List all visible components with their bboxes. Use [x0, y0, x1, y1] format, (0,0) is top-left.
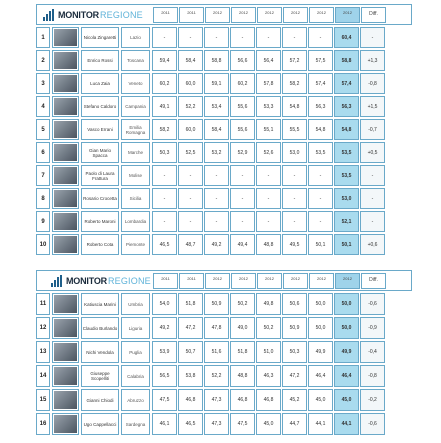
region-name: Lazio — [121, 27, 150, 48]
portrait-image — [54, 367, 77, 385]
ranking-header-1 — [36, 4, 412, 25]
rating-value: 51,6 — [204, 341, 229, 363]
rating-value: - — [178, 27, 203, 48]
rating-value: 58,4 — [178, 50, 203, 71]
governor-photo — [52, 96, 79, 117]
region-name: Calabria — [121, 365, 150, 387]
rating-value: - — [256, 27, 281, 48]
rank-number: 8 — [36, 188, 50, 209]
rating-value: 52,2 — [178, 96, 203, 117]
rating-value: 55,6 — [230, 119, 255, 140]
rating-value: - — [152, 211, 177, 232]
portrait-image — [54, 75, 77, 92]
rating-value: 53,8 — [178, 365, 203, 387]
rating-latest: 57,4 — [334, 73, 359, 94]
rating-value: 45,0 — [308, 389, 333, 411]
rating-value: 53,4 — [204, 96, 229, 117]
month-header-cell: 2011 — [179, 7, 204, 23]
month-header-cell: 2012 — [283, 7, 308, 23]
rank-number: 12 — [36, 317, 50, 339]
bar-chart-icon — [51, 275, 63, 287]
ranking-row — [36, 210, 412, 233]
governor-photo — [52, 234, 79, 255]
governor-name: Nichi Vendola — [81, 341, 119, 363]
month-header-cell: 2012 — [257, 7, 282, 23]
region-name: Piemonte — [121, 234, 150, 255]
portrait-image — [54, 167, 77, 184]
rating-value: 44,7 — [282, 413, 307, 435]
portrait-image — [54, 236, 77, 253]
rating-value: - — [204, 211, 229, 232]
rating-latest: 44,1 — [334, 413, 359, 435]
rating-value: 51,8 — [178, 293, 203, 315]
rating-value: 55,5 — [282, 119, 307, 140]
region-name: Marche — [121, 142, 150, 163]
ranking-row — [36, 141, 412, 164]
rating-value: - — [178, 211, 203, 232]
ranking-row — [36, 49, 412, 72]
region-name: Liguria — [121, 317, 150, 339]
governor-photo — [52, 317, 79, 339]
diff-header-cell: Diff. — [361, 273, 386, 289]
rank-number: 16 — [36, 413, 50, 435]
brand-region: REGIONE — [107, 276, 151, 286]
month-header-cell: 2012 — [205, 7, 230, 23]
ranking-panel-1 — [36, 4, 412, 258]
rating-value: 60,0 — [178, 73, 203, 94]
rating-value: - — [230, 188, 255, 209]
governor-name: Stefano Caldoro — [81, 96, 119, 117]
rating-value: 46,3 — [256, 365, 281, 387]
rating-diff: - — [360, 165, 385, 186]
rating-value: 52,2 — [204, 365, 229, 387]
bar-chart-icon — [43, 9, 55, 21]
rating-value: 53,5 — [308, 142, 333, 163]
rating-value: 50,2 — [256, 317, 281, 339]
ranking-row — [36, 340, 412, 364]
rating-value: - — [230, 165, 255, 186]
rating-value: 53,0 — [282, 142, 307, 163]
rating-value: - — [282, 188, 307, 209]
rating-latest: 53,5 — [334, 165, 359, 186]
rating-diff: -0,6 — [360, 293, 385, 315]
rating-value: - — [230, 27, 255, 48]
ranking-row — [36, 72, 412, 95]
month-header-cell: 2011 — [153, 273, 178, 289]
rating-value: 46,4 — [308, 365, 333, 387]
rating-latest: 60,4 — [334, 27, 359, 48]
rating-value: 46,8 — [256, 389, 281, 411]
rating-value: 47,5 — [152, 389, 177, 411]
brand-region: REGIONE — [99, 10, 143, 20]
governor-name: Enrico Rossi — [81, 50, 119, 71]
brand-name: MONITOR — [58, 10, 99, 20]
governor-name: Claudio Burlando — [81, 317, 119, 339]
region-name: Lombardia — [121, 211, 150, 232]
governor-photo — [52, 27, 79, 48]
ranking-row — [36, 95, 412, 118]
ranking-panel-2 — [36, 270, 412, 438]
portrait-image — [54, 190, 77, 207]
rating-latest: 58,8 — [334, 50, 359, 71]
governor-photo — [52, 341, 79, 363]
governor-name: Roberto Cota — [81, 234, 119, 255]
governor-name: Giuseppe Scopelliti — [81, 365, 119, 387]
rank-number: 11 — [36, 293, 50, 315]
rating-diff: -0,9 — [360, 317, 385, 339]
rating-value: 45,0 — [256, 413, 281, 435]
rating-value: 57,2 — [282, 50, 307, 71]
rating-value: 48,8 — [256, 234, 281, 255]
rating-value: 50,3 — [152, 142, 177, 163]
rating-value: 54,8 — [282, 96, 307, 117]
rating-value: - — [282, 165, 307, 186]
rating-diff: -0,7 — [360, 119, 385, 140]
rating-latest: 53,0 — [334, 188, 359, 209]
ranking-row — [36, 164, 412, 187]
rating-value: 49,1 — [152, 96, 177, 117]
rating-value: 46,1 — [152, 413, 177, 435]
month-header-cell: 2011 — [179, 273, 204, 289]
rating-value: 46,8 — [230, 389, 255, 411]
region-name: Emilia Romagna — [121, 119, 150, 140]
governor-name: Ugo Cappellacci — [81, 413, 119, 435]
rating-value: 46,5 — [178, 413, 203, 435]
governor-photo — [52, 50, 79, 71]
rating-value: - — [152, 188, 177, 209]
rating-value: 51,8 — [230, 341, 255, 363]
ranking-row — [36, 316, 412, 340]
rating-value: 49,2 — [204, 234, 229, 255]
rank-number: 4 — [36, 96, 50, 117]
portrait-image — [54, 121, 77, 138]
ranking-row — [36, 364, 412, 388]
governor-name: Roberto Maroni — [81, 211, 119, 232]
rating-value: 49,0 — [230, 317, 255, 339]
month-header-cell: 2011 — [153, 7, 178, 23]
governor-photo — [52, 188, 79, 209]
rating-value: - — [256, 211, 281, 232]
rating-value: 46,8 — [178, 389, 203, 411]
portrait-image — [54, 295, 77, 313]
rating-value: 49,9 — [308, 341, 333, 363]
portrait-image — [54, 319, 77, 337]
rating-value: 55,6 — [230, 96, 255, 117]
ranking-row — [36, 292, 412, 316]
rating-value: 46,5 — [152, 234, 177, 255]
month-header-cell: 2012 — [335, 7, 360, 23]
rating-latest: 49,9 — [334, 341, 359, 363]
rating-value: 50,2 — [230, 293, 255, 315]
month-header-cell: 2012 — [205, 273, 230, 289]
rating-value: - — [230, 211, 255, 232]
rating-latest: 50,0 — [334, 293, 359, 315]
rating-value: 53,9 — [152, 341, 177, 363]
rating-value: 59,1 — [204, 73, 229, 94]
rating-value: - — [308, 27, 333, 48]
rank-number: 13 — [36, 341, 50, 363]
rating-value: - — [282, 27, 307, 48]
rating-value: - — [178, 188, 203, 209]
rating-diff: -0,6 — [360, 413, 385, 435]
governor-photo — [52, 73, 79, 94]
rating-value: 47,2 — [282, 365, 307, 387]
rating-value: 56,5 — [152, 365, 177, 387]
governor-name: Luca Zaia — [81, 73, 119, 94]
rank-number: 1 — [36, 27, 50, 48]
ranking-row — [36, 26, 412, 49]
rating-value: - — [308, 165, 333, 186]
rating-diff: +0,6 — [360, 234, 385, 255]
rating-value: 48,7 — [178, 234, 203, 255]
governor-photo — [52, 389, 79, 411]
rating-diff: - — [360, 211, 385, 232]
rating-value: 50,6 — [282, 293, 307, 315]
portrait-image — [54, 29, 77, 46]
rating-value: 58,8 — [204, 50, 229, 71]
rating-value: 51,0 — [256, 341, 281, 363]
rating-latest: 45,0 — [334, 389, 359, 411]
rating-latest: 50,1 — [334, 234, 359, 255]
portrait-image — [54, 391, 77, 409]
rating-value: 52,9 — [230, 142, 255, 163]
rating-value: 56,6 — [230, 50, 255, 71]
ranking-row — [36, 233, 412, 256]
rating-value: 60,0 — [178, 119, 203, 140]
governor-photo — [52, 365, 79, 387]
month-header-cell: 2012 — [231, 273, 256, 289]
rating-diff: -0,2 — [360, 389, 385, 411]
rating-diff: - — [360, 188, 385, 209]
brand-name: MONITOR — [66, 276, 107, 286]
governor-name: Rosario Crocetta — [81, 188, 119, 209]
rating-latest: 50,0 — [334, 317, 359, 339]
rating-value: 49,5 — [282, 234, 307, 255]
rating-value: 58,2 — [152, 119, 177, 140]
rating-value: - — [282, 211, 307, 232]
rating-value: 47,2 — [178, 317, 203, 339]
rating-value: 45,2 — [282, 389, 307, 411]
governor-photo — [52, 142, 79, 163]
region-name: Sardegna — [121, 413, 150, 435]
rating-value: 48,8 — [230, 365, 255, 387]
ranking-header-2 — [36, 270, 412, 291]
rank-number: 10 — [36, 234, 50, 255]
rating-value: 47,5 — [230, 413, 255, 435]
region-name: Campania — [121, 96, 150, 117]
governor-name: Katiuscia Marini — [81, 293, 119, 315]
governor-photo — [52, 165, 79, 186]
rating-value: 49,4 — [230, 234, 255, 255]
governor-photo — [52, 119, 79, 140]
rank-number: 5 — [36, 119, 50, 140]
rating-value: - — [204, 188, 229, 209]
rank-number: 7 — [36, 165, 50, 186]
rating-diff: +1,5 — [360, 96, 385, 117]
rank-number: 14 — [36, 365, 50, 387]
rating-value: 50,9 — [282, 317, 307, 339]
rating-value: 49,2 — [152, 317, 177, 339]
governor-name: Gianni Chiodi — [81, 389, 119, 411]
portrait-image — [54, 213, 77, 230]
governor-name: Paolo di Laura Frattura — [81, 165, 119, 186]
month-header-cell: 2012 — [309, 7, 334, 23]
ranking-row — [36, 412, 412, 436]
portrait-image — [54, 343, 77, 361]
governor-photo — [52, 293, 79, 315]
monitor-logo — [51, 274, 151, 288]
rating-latest: 56,3 — [334, 96, 359, 117]
rating-diff: +0,5 — [360, 142, 385, 163]
rating-value: 50,0 — [308, 317, 333, 339]
ranking-row — [36, 118, 412, 141]
rating-value: 44,1 — [308, 413, 333, 435]
month-header-cell: 2012 — [231, 7, 256, 23]
rating-value: 59,4 — [152, 50, 177, 71]
rating-value: 54,8 — [308, 119, 333, 140]
month-header-cell: 2012 — [257, 273, 282, 289]
governor-name: Vasco Errani — [81, 119, 119, 140]
rating-value: 50,0 — [308, 293, 333, 315]
rating-value: - — [178, 165, 203, 186]
portrait-image — [54, 52, 77, 69]
rating-value: 56,3 — [308, 96, 333, 117]
rating-diff: - — [360, 27, 385, 48]
rank-number: 2 — [36, 50, 50, 71]
region-name: Puglia — [121, 341, 150, 363]
rating-diff: +1,3 — [360, 50, 385, 71]
rating-value: 53,3 — [256, 96, 281, 117]
governor-name: Nicola Zingaretti — [81, 27, 119, 48]
rating-value: 52,5 — [178, 142, 203, 163]
rating-value: 50,3 — [282, 341, 307, 363]
rating-value: 53,2 — [204, 142, 229, 163]
month-header-cell: 2012 — [283, 273, 308, 289]
rating-value: - — [256, 188, 281, 209]
rating-diff: -0,8 — [360, 73, 385, 94]
rating-value: 56,4 — [256, 50, 281, 71]
rating-value: 58,4 — [204, 119, 229, 140]
rating-value: 57,4 — [308, 73, 333, 94]
rating-value: 60,2 — [152, 73, 177, 94]
governor-name: Gian Mario Spacca — [81, 142, 119, 163]
rating-value: - — [152, 27, 177, 48]
rating-diff: -0,4 — [360, 341, 385, 363]
diff-header-cell: Diff. — [361, 7, 386, 23]
rating-value: - — [308, 211, 333, 232]
rating-value: 50,1 — [308, 234, 333, 255]
region-name: Umbria — [121, 293, 150, 315]
rating-value: - — [204, 27, 229, 48]
rating-value: 47,3 — [204, 413, 229, 435]
rating-value: 58,2 — [282, 73, 307, 94]
rating-value: - — [152, 165, 177, 186]
rating-diff: -0,8 — [360, 365, 385, 387]
rating-value: 57,8 — [256, 73, 281, 94]
rating-latest: 46,4 — [334, 365, 359, 387]
governor-photo — [52, 413, 79, 435]
ranking-row — [36, 187, 412, 210]
rating-value: - — [308, 188, 333, 209]
rank-number: 3 — [36, 73, 50, 94]
monitor-logo — [43, 8, 143, 22]
rating-value: - — [204, 165, 229, 186]
rating-value: 50,9 — [204, 293, 229, 315]
rating-latest: 53,5 — [334, 142, 359, 163]
rating-value: 47,8 — [204, 317, 229, 339]
region-name: Molise — [121, 165, 150, 186]
rating-value: 49,8 — [256, 293, 281, 315]
region-name: Veneto — [121, 73, 150, 94]
rank-number: 6 — [36, 142, 50, 163]
rating-value: 54,0 — [152, 293, 177, 315]
rating-latest: 52,1 — [334, 211, 359, 232]
portrait-image — [54, 144, 77, 161]
rating-latest: 54,8 — [334, 119, 359, 140]
rating-value: 52,6 — [256, 142, 281, 163]
month-header-cell: 2012 — [309, 273, 334, 289]
region-name: Sicilia — [121, 188, 150, 209]
portrait-image — [54, 415, 77, 433]
ranking-row — [36, 388, 412, 412]
rank-number: 15 — [36, 389, 50, 411]
rating-value: 47,3 — [204, 389, 229, 411]
region-name: Toscana — [121, 50, 150, 71]
rank-number: 9 — [36, 211, 50, 232]
governor-photo — [52, 211, 79, 232]
portrait-image — [54, 98, 77, 115]
rating-value: 55,1 — [256, 119, 281, 140]
month-header-cell: 2012 — [335, 273, 360, 289]
rating-value: 57,5 — [308, 50, 333, 71]
rating-value: 60,2 — [230, 73, 255, 94]
rating-value: 50,7 — [178, 341, 203, 363]
rating-value: - — [256, 165, 281, 186]
region-name: Abruzzo — [121, 389, 150, 411]
